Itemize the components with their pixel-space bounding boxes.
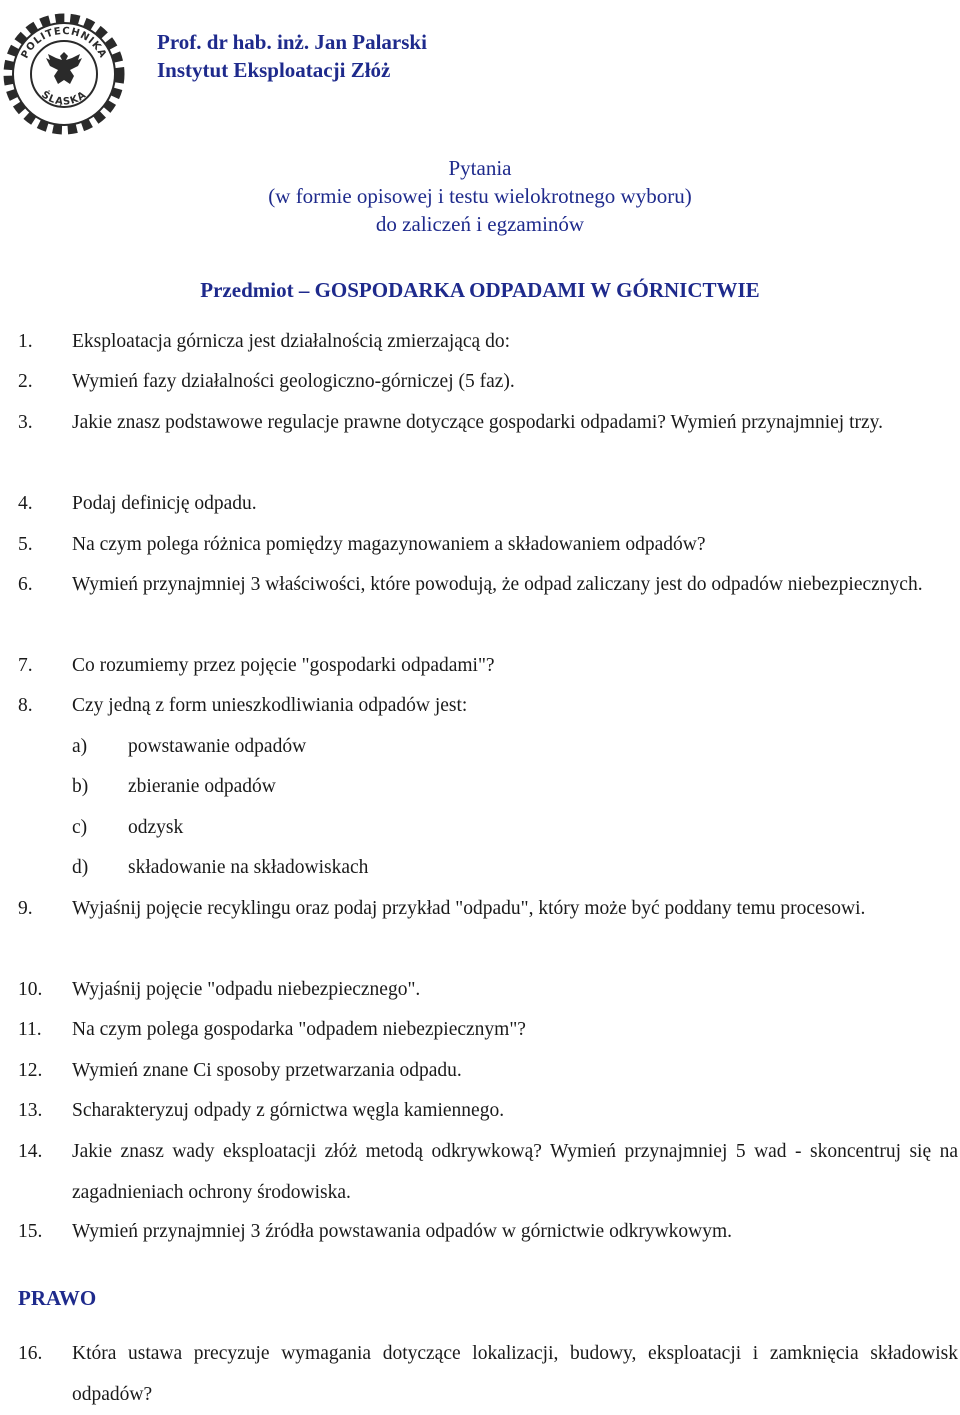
question-number: 10. bbox=[18, 979, 43, 1000]
question-text: Co rozumiemy przez pojęcie "gospodarki odpadami"? bbox=[72, 655, 495, 676]
question-text: Eksploatacja górnicza jest działalnością zmierzającą do: bbox=[72, 331, 510, 352]
question-text: Jakie znasz podstawowe regulacje prawne dotyczące gospodarki odpadami? Wymień przynajmniej trzy. bbox=[72, 412, 884, 433]
question-item bbox=[18, 565, 958, 606]
question-item bbox=[18, 1051, 958, 1092]
question-item bbox=[18, 403, 958, 444]
section-heading-prawo: PRAWO bbox=[18, 1286, 97, 1310]
question-number: 12. bbox=[18, 1060, 43, 1081]
title-line-3: do zaliczeń i egzaminów bbox=[375, 212, 585, 236]
question-text: Podaj definicję odpadu. bbox=[72, 493, 257, 514]
question-text: Wymień przynajmniej 3 źródła powstawania odpadów w górnictwie odkrywkowym. bbox=[72, 1221, 733, 1242]
option-letter: a) bbox=[72, 736, 88, 757]
question-text: Jakie znasz wady eksploatacji złóż metodą odkrywkową? Wymień przynajmniej 5 wad - skoncentruj się na zagadnieniach ochrony środowiska. bbox=[72, 1141, 958, 1203]
svg-text:ŚLĄSKA: ŚLĄSKA bbox=[39, 89, 89, 108]
option-letter: d) bbox=[72, 857, 89, 878]
question-text: Na czym polega różnica pomiędzy magazynowaniem a składowaniem odpadów? bbox=[72, 534, 706, 555]
question-text: Która ustawa precyzuje wymagania dotyczące lokalizacji, budowy, eksploatacji i zamknięcia składowisk odpadów? bbox=[72, 1343, 958, 1405]
question-text: Wyjaśnij pojęcie recyklingu oraz podaj przykład "odpadu", który może być poddany temu procesowi. bbox=[72, 898, 866, 919]
question-number: 4. bbox=[18, 493, 33, 514]
question-text: Wymień fazy działalności geologiczno-górniczej (5 faz). bbox=[72, 371, 515, 392]
subject-heading: Przedmiot – GOSPODARKA ODPADAMI W GÓRNICTWIE bbox=[200, 278, 760, 302]
question-number: 7. bbox=[18, 655, 33, 676]
question-text: Na czym polega gospodarka "odpadem niebezpiecznym"? bbox=[72, 1019, 526, 1040]
option-text: odzysk bbox=[128, 817, 184, 838]
option-text: składowanie na składowiskach bbox=[128, 857, 369, 878]
option-text: powstawanie odpadów bbox=[128, 736, 307, 757]
institute-name: Instytut Eksploatacji Złóż bbox=[157, 58, 391, 82]
question-item bbox=[18, 889, 958, 930]
question-item bbox=[18, 1132, 958, 1213]
document-title bbox=[0, 154, 960, 238]
question-text: Wymień przynajmniej 3 właściwości, które powodują, że odpad zaliczany jest do odpadów niebezpiecznych. bbox=[72, 574, 923, 595]
option-letter: c) bbox=[72, 817, 88, 838]
question-number: 9. bbox=[18, 898, 33, 919]
question-number: 6. bbox=[18, 574, 33, 595]
question-item bbox=[18, 646, 958, 687]
question-number: 5. bbox=[18, 534, 33, 555]
author-name: Prof. dr hab. inż. Jan Palarski bbox=[157, 30, 427, 54]
question-item bbox=[18, 484, 958, 525]
question-number: 2. bbox=[18, 371, 33, 392]
politechnika-slaska-logo bbox=[2, 12, 126, 136]
title-line-2: (w formie opisowej i testu wielokrotnego wyboru) bbox=[268, 184, 692, 208]
question-item bbox=[18, 1010, 958, 1051]
question-item bbox=[18, 1334, 958, 1415]
question-text: Scharakteryzuj odpady z górnictwa węgla kamiennego. bbox=[72, 1100, 505, 1121]
question-item bbox=[18, 362, 958, 403]
question-item bbox=[18, 970, 958, 1011]
question-item bbox=[18, 686, 958, 727]
question-item bbox=[18, 1212, 958, 1253]
question-number: 16. bbox=[18, 1343, 43, 1364]
question-item bbox=[18, 1091, 958, 1132]
question-number: 1. bbox=[18, 331, 33, 352]
question-text: Czy jedną z form unieszkodliwiania odpadów jest: bbox=[72, 695, 468, 716]
question-item bbox=[18, 322, 958, 363]
question-number: 13. bbox=[18, 1100, 43, 1121]
option-text: zbieranie odpadów bbox=[128, 776, 276, 797]
author-block bbox=[157, 28, 427, 84]
question-number: 15. bbox=[18, 1221, 43, 1242]
svg-text:POLITECHNIKA: POLITECHNIKA bbox=[19, 25, 109, 61]
question-number: 3. bbox=[18, 412, 33, 433]
question-number: 11. bbox=[18, 1019, 42, 1040]
question-text: Wyjaśnij pojęcie "odpadu niebezpiecznego". bbox=[72, 979, 421, 1000]
question-item bbox=[18, 525, 958, 566]
option-letter: b) bbox=[72, 776, 89, 797]
question-number: 8. bbox=[18, 695, 33, 716]
title-line-1: Pytania bbox=[448, 156, 512, 180]
question-text: Wymień znane Ci sposoby przetwarzania odpadu. bbox=[72, 1060, 462, 1081]
question-number: 14. bbox=[18, 1141, 43, 1162]
